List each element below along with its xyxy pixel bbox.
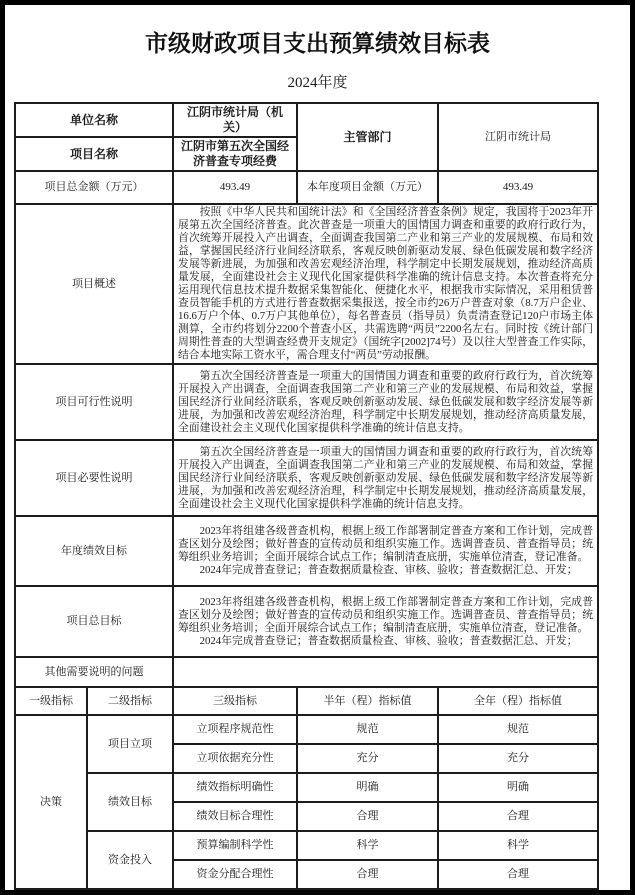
supervisor-dept-label: 主管部门: [297, 103, 438, 171]
indicator-level1-header: 一级指标: [15, 687, 87, 715]
indicator-fullyear-value: 合理: [438, 860, 598, 889]
indicator-name: 绩效指标明确性: [173, 773, 297, 802]
annual-amount-value: 493.49: [438, 171, 598, 204]
table-row: [15, 516, 598, 586]
indicator-fullyear-value: 明确: [438, 773, 598, 802]
indicator-fullyear-header: 全年（程）指标值: [438, 687, 598, 715]
indicator-halfyear-value: 合理: [297, 802, 438, 831]
indicator-name: 立项依据充分性: [173, 744, 297, 773]
indicator-fullyear-value: 合理: [438, 802, 598, 831]
indicator-name: 预算编制科学性: [173, 831, 297, 860]
total-goal-text: [173, 586, 598, 657]
indicator-row: [15, 831, 598, 860]
feasibility-text: [173, 364, 598, 440]
total-amount-value: 493.49: [173, 171, 297, 204]
table-row: [15, 171, 598, 204]
other-notes-label: 其他需要说明的问题: [15, 657, 173, 687]
table-row: [15, 657, 598, 687]
supervisor-dept-value: 江阴市统计局: [438, 103, 598, 171]
annual-goal-paragraph-1: 2023年将组建各级普查机构，根据上级工作部署制定普查方案和工作计划，完成普查区划分及绘图；做好普查的宣传动员和组织实施工作。选调普查员、普查指导员；统筹组织业务培训；全面开展综合试点工作；编制清查底册，实施单位清查，登记准备。: [178, 525, 594, 563]
page-title: 市级财政项目支出预算绩效目标表: [145, 30, 490, 56]
total-goal-paragraph-1: 2023年将组建各级普查机构，根据上级工作部署制定普查方案和工作计划，完成普查区划分及绘图；做好普查的宣传动员和组织实施工作。选调普查员、普查指导员；统筹组织业务培训；全面开展综合试点工作；编制清查底册，实施单位清查，登记准备。: [178, 595, 594, 634]
overview-paragraph: 按照《中华人民共和国统计法》和《全国经济普查条例》规定，我国将于2023年开展第五次全国经济普查。此次普查是一项重大的国情国力调查和重要的政府行政行为，首次统筹开展投入产出调查，全面调查我国第二产业和第三产业的发展规模、布局和效益，掌握国民经济行业间经济联系，客观反映创新驱动发展、绿色低碳发展和数字经济发展等新进展，为加强和改善宏观经济治理，科学制定中长期发展规划，推动经济高质量发展，全面建设社会主义现代化国家提供科学准确的统计信息支持。本次普查将充分运用现代信息技术提升数据采集智能化、便捷化水平，根据我市实际情况，采用租赁普查员智能手机的方式进行普查数据采集报送，按全市约26万户普查对象（8.7万户企业、16.6万户个体、0.7万户其他单位），每名普查员（指导员）负责清查登记120户市场主体测算，全市约将划分2200个普查小区，共需选聘“两员”2200名左右。同时按《统计部门周期性普查的大型调查经费开支规定》（国统字[2002]74号）及以往大型普查工作实际，结合本地实际工资水平，需合理支付“两员”劳动报酬。: [178, 206, 594, 361]
project-name-label: 项目名称: [15, 137, 173, 171]
project-overview-text: [173, 204, 598, 364]
other-notes-value: [173, 657, 598, 687]
indicator-halfyear-value: 充分: [297, 744, 438, 773]
indicator-row: [15, 715, 598, 744]
indicator-name: 立项程序规范性: [173, 715, 297, 744]
annual-goal-text: [173, 516, 598, 586]
indicator-level3-header: 三级指标: [173, 687, 297, 715]
indicator-name: 资金分配合理性: [173, 860, 297, 889]
indicator-halfyear-header: 半年（程）指标值: [297, 687, 438, 715]
table-row: [15, 586, 598, 657]
indicator-name: 绩效目标合理性: [173, 802, 297, 831]
total-goal-paragraph-2: 2024年完成普查登记；普查数据质量检查、审核、验收；普查数据汇总、开发；: [199, 634, 578, 647]
necessity-text: [173, 440, 598, 516]
total-goal-label: 项目总目标: [15, 586, 173, 657]
level2-project-setup-cell: 项目立项: [87, 715, 173, 773]
table-row: [15, 204, 598, 364]
annual-goal-paragraph-2: 2024年完成普查登记；普查数据质量检查、审核、验收；普查数据汇总、开发；: [199, 564, 578, 576]
necessity-label: 项目必要性说明: [15, 440, 173, 516]
feasibility-label: 项目可行性说明: [15, 364, 173, 440]
indicator-fullyear-value: 规范: [438, 715, 598, 744]
table-row: [15, 103, 598, 137]
table-row: [15, 440, 598, 516]
total-amount-label: 项目总金额（万元）: [15, 171, 173, 204]
indicator-halfyear-value: 合理: [297, 860, 438, 889]
level2-performance-goal-cell: 绩效目标: [87, 773, 173, 831]
indicator-header-row: [15, 687, 598, 715]
indicator-fullyear-value: 充分: [438, 744, 598, 773]
year-subtitle: 2024年度: [287, 75, 348, 91]
necessity-paragraph: 第五次全国经济普查是一项重大的国情国力调查和重要的政府行政行为，首次统筹开展投入产出调查，全面调查我国第二产业和第三产业的发展规模、布局和效益，掌握国民经济行业间经济联系，客观反映创新驱动发展、绿色低碳发展和数字经济发展等新进展，为加强和改善宏观经济治理，科学制定中长期发展规划，推动经济高质量发展，全面建设社会主义现代化国家提供科学准确的统计信息支持。: [178, 445, 594, 510]
project-overview-label: 项目概述: [15, 204, 173, 364]
indicator-halfyear-value: 明确: [297, 773, 438, 802]
table-row: [15, 364, 598, 440]
indicator-level2-header: 二级指标: [87, 687, 173, 715]
indicator-fullyear-value: 科学: [438, 831, 598, 860]
indicator-halfyear-value: 规范: [297, 715, 438, 744]
unit-name-value: 江阴市统计局（机关）: [173, 103, 297, 137]
project-name-value: 江阴市第五次全国经济普查专项经费: [173, 137, 297, 171]
indicator-row: [15, 773, 598, 802]
level1-decision-cell: 决策: [15, 715, 87, 889]
level2-fund-input-cell: 资金投入: [87, 831, 173, 889]
performance-target-table: [14, 102, 599, 890]
annual-amount-label: 本年度项目金额（万元）: [297, 171, 438, 204]
unit-name-label: 单位名称: [15, 103, 173, 137]
annual-goal-label: 年度绩效目标: [15, 516, 173, 586]
feasibility-paragraph: 第五次全国经济普查是一项重大的国情国力调查和重要的政府行政行为，首次统筹开展投入产出调查，全面调查我国第二产业和第三产业的发展规模、布局和效益，掌握国民经济行业间经济联系，客观反映创新驱动发展、绿色低碳发展和数字经济发展等新进展，为加强和改善宏观经济治理，科学制定中长期发展规划，推动经济高质量发展，全面建设社会主义现代化国家提供科学准确的统计信息支持。: [178, 369, 594, 434]
indicator-halfyear-value: 科学: [297, 831, 438, 860]
